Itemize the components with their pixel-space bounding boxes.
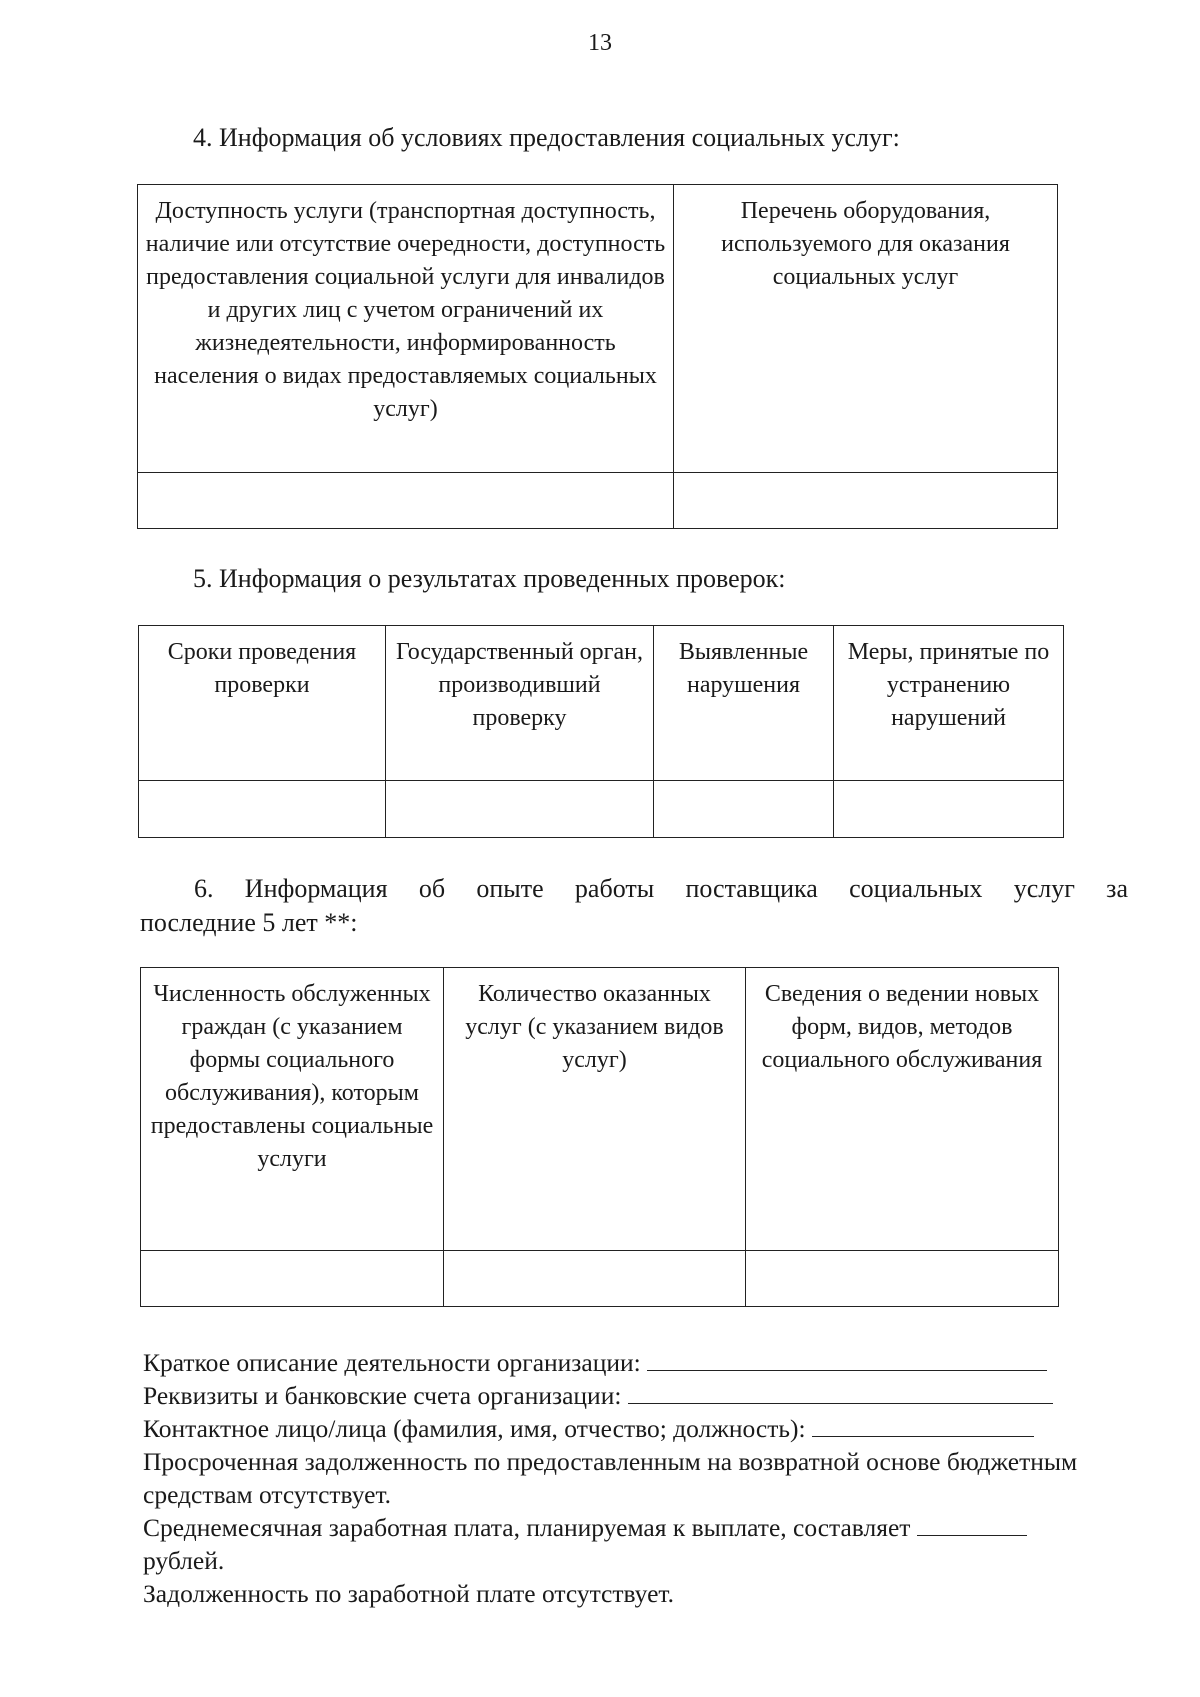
overdue-debt-text: Просроченная задолженность по предоставленным на возвратной основе бюджетным средствам отсутствует.	[143, 1447, 1078, 1509]
fill-in-line	[647, 1348, 1047, 1371]
header-citizens-served: Численность обслуженных граждан (с указанием формы социального обслуживания), которым предоставлены социальные услуги	[141, 968, 444, 1251]
empty-cell	[141, 1251, 444, 1307]
salary-debt-text: Задолженность по заработной плате отсутствует.	[143, 1579, 675, 1608]
empty-cell	[444, 1251, 746, 1307]
section-4-heading: 4. Информация об условиях предоставления социальных услуг:	[193, 123, 900, 152]
section-5-heading: 5. Информация о результатах проведенных проверок:	[193, 564, 786, 593]
header-services-count: Количество оказанных услуг (с указанием видов услуг)	[444, 968, 746, 1251]
empty-cell	[674, 473, 1058, 529]
footer-block	[143, 1346, 1133, 1610]
header-availability: Доступность услуги (транспортная доступность, наличие или отсутствие очередности, доступность предоставления социальной услуги для инвалидов и других лиц с учетом ограничений их жизнедеятельности, информированность населения о видах предоставляемых социальных услуг)	[138, 185, 674, 473]
avg-salary-unit: рублей.	[143, 1546, 225, 1575]
empty-cell	[834, 781, 1064, 838]
fill-in-line	[812, 1414, 1034, 1437]
requisites-line: Реквизиты и банковские счета организации:	[143, 1379, 1133, 1412]
contact-person-line: Контактное лицо/лица (фамилия, имя, отчество; должность):	[143, 1412, 1133, 1445]
header-measures: Меры, принятые по устранению нарушений	[834, 626, 1064, 781]
experience-table	[140, 967, 1059, 1307]
empty-cell	[386, 781, 654, 838]
empty-cell	[654, 781, 834, 838]
header-violations: Выявленные нарушения	[654, 626, 834, 781]
fill-in-line	[628, 1381, 1053, 1404]
empty-cell	[139, 781, 386, 838]
inspections-table	[138, 625, 1064, 838]
page-number: 13	[588, 30, 612, 56]
avg-salary-line: Среднемесячная заработная плата, планируемая к выплате, составляет	[143, 1511, 1133, 1544]
header-inspection-dates: Сроки проведения проверки	[139, 626, 386, 781]
fill-in-line	[917, 1513, 1027, 1536]
section-6-heading: 6. Информация об опыте работы поставщика социальных услуг за последние 5 лет **:	[140, 874, 1128, 937]
header-new-forms: Сведения о ведении новых форм, видов, методов социального обслуживания	[746, 968, 1059, 1251]
header-state-body: Государственный орган, производивший проверку	[386, 626, 654, 781]
header-equipment: Перечень оборудования, используемого для оказания социальных услуг	[674, 185, 1058, 473]
empty-cell	[138, 473, 674, 529]
brief-description-line: Краткое описание деятельности организации:	[143, 1346, 1133, 1379]
conditions-table	[137, 184, 1058, 529]
empty-cell	[746, 1251, 1059, 1307]
